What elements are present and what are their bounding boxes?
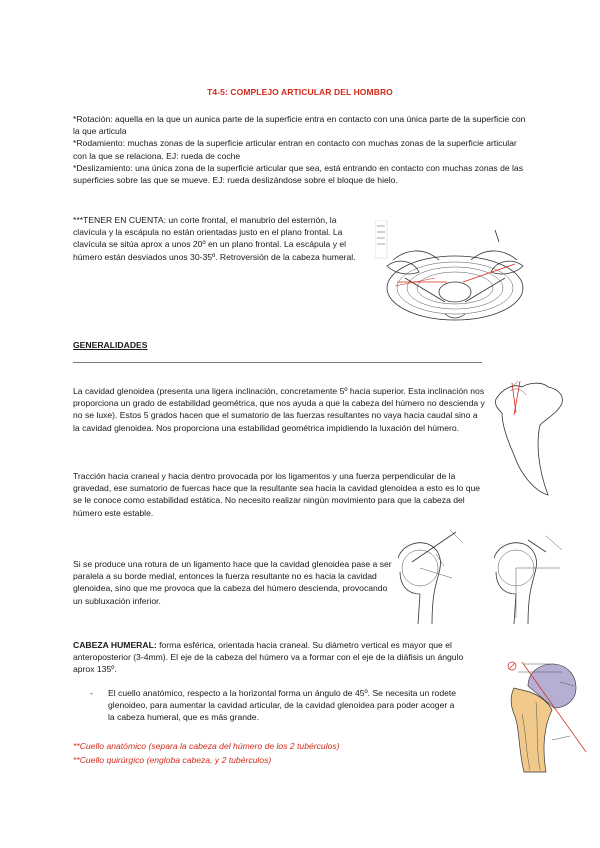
definition-term: *Rotación: bbox=[73, 114, 113, 124]
definition-rotacion bbox=[73, 113, 529, 137]
humeral-head-term: CABEZA HUMERAL: bbox=[73, 640, 157, 650]
definition-text: aquella en la que un aunica parte de la superficie entra en contacto con una única parte de la superficie con la que articula bbox=[73, 114, 526, 137]
static-stability-paragraph: Tracción hacia craneal y hacia dentro provocada por los ligamentos y una fuerza perpendicular de la gravedad, ese sumatorio de fuercas hace que la resultante sea hacia la cavidad glenoidea a esto es lo que se le conoce como estabilidad estática. No necesito realizar ningún movimiento para que la cabeza del húmero este estable. bbox=[73, 471, 481, 518]
note-paragraph: ***TENER EN CUENTA: un corte frontal, el manubrio del esternón, la clavícula y la escápula no están orientadas justo en el plano frontal. La clavícula se sitúa aprox a unos 20º en un plano frontal. La escápula y el húmero están desviados unos 30-35º. Retroversión de la cabeza humeral. bbox=[73, 215, 356, 262]
red-note-cuello-quirurgico: **Cuello quirúrgico (engloba cabeza, y 2 tubérculos) bbox=[73, 755, 272, 765]
shoulder-cross-section-figure bbox=[375, 220, 535, 328]
humeral-head-diagrams-figure bbox=[392, 528, 572, 628]
bullet-list bbox=[73, 687, 463, 724]
definition-term: *Deslizamiento: bbox=[73, 162, 133, 173]
definitions-block bbox=[73, 113, 529, 186]
bullet-item-cuello-anatomico: El cuello anatómico, respecto a la horizontal forma un ángulo de 45º. Se necesita un rodete glenoideo, para aumentar la cavidad articular, de la cavidad glenoidea para poder acoger a la cabeza humeral, que es más grande. bbox=[108, 688, 457, 723]
humeral-head-text: forma esférica, orientada hacia craneal. Su diámetro vertical es mayor que el anteroposterior (3-4mm). El eje de la cabeza del húmero va a formar con el eje de la diáfisis un ángulo aprox 135º. bbox=[73, 640, 464, 675]
definition-term: *Rodamiento: bbox=[73, 138, 126, 149]
glenoid-paragraph: La cavidad glenoidea (presenta una ligera inclinación, concretamente 5º hacia superior. Esta inclinación nos proporciona un grado de estabilidad geométrica, que nos ayuda a que la cabeza del húmero no descienda y no se luxe). Estos 5 grados hacen que el sumatorio de las fuerzas resultantes no vaya hacia caudal sino a la cavidad glenoidea. Nos proporciona una estabilidad geométrica impidiendo la luxación del húmero. bbox=[73, 386, 485, 433]
subluxation-paragraph: Si se produce una rotura de un ligamento hace que la cavidad glenoidea pase a ser paralela a su borde medial, entonces la fuerza resultante no es hacia la cavidad glenoidea, sino que me provoca que la cabeza del húmero descienda, provocando un subluxación inferior. bbox=[73, 559, 392, 606]
definition-rodamiento bbox=[73, 137, 529, 161]
scapula-figure bbox=[488, 373, 570, 503]
definition-deslizamiento bbox=[73, 162, 529, 186]
humerus-angle-figure bbox=[500, 652, 592, 778]
humeral-head-paragraph bbox=[73, 639, 485, 676]
section-heading: GENERALIDADES bbox=[73, 340, 148, 350]
definition-text: una única zona de la superficie articular que sea, está entrando en contacto con muchas zonas de las superficies sobre las que se mueve. EJ: rueda deslizándose sobre el bloque de hielo. bbox=[73, 162, 524, 186]
section-divider bbox=[73, 362, 482, 363]
document-title: T4-5: COMPLEJO ARTICULAR DEL HOMBRO bbox=[207, 87, 393, 97]
bullet-marker: - bbox=[90, 688, 93, 698]
definition-text: muchas zonas de la superficie articular entran en contacto con muchas zonas de la superficie articular con la que se relaciona. EJ: rueda de coche bbox=[73, 138, 517, 161]
red-note-cuello-anatomico: **Cuello anatómico (separa la cabeza del húmero de los 2 tubérculos) bbox=[73, 741, 340, 751]
